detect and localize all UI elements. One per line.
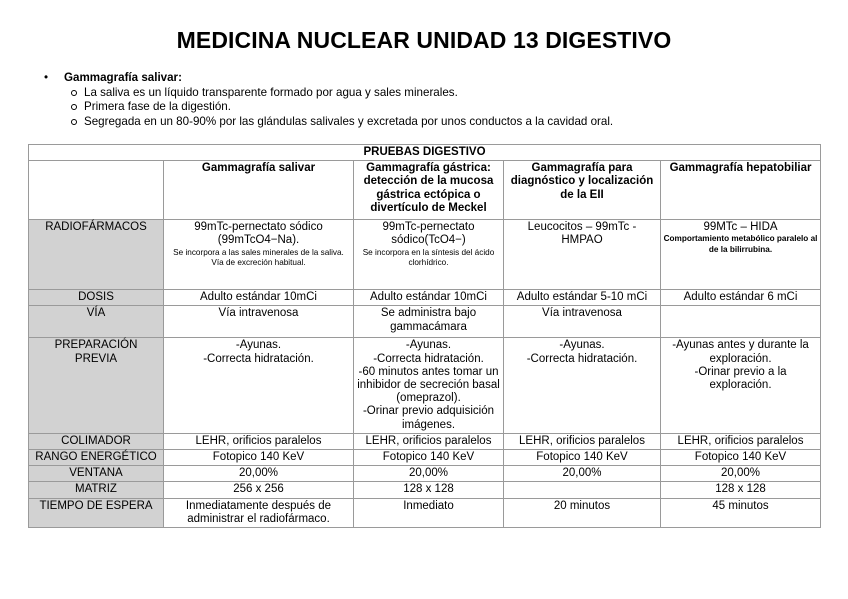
sub-item [70, 86, 613, 101]
row-label: RANGO ENERGÉTICO [29, 450, 164, 466]
table-cell: 20,00% [164, 466, 354, 482]
table-cell: 20,00% [504, 466, 661, 482]
table-cell: LEHR, orificios paralelos [661, 433, 821, 449]
table-cell: Vía intravenosa [504, 306, 661, 338]
intro-section [44, 71, 613, 129]
table-cell: -Ayunas. -Correcta hidratación. [164, 338, 354, 433]
table-cell: 20 minutos [504, 498, 661, 527]
table-cell: 20,00% [661, 466, 821, 482]
column-header: Gammagrafía para diagnóstico y localización de la EII [504, 161, 661, 220]
table-cell: Adulto estándar 5-10 mCi [504, 290, 661, 306]
circle-bullet-icon [71, 104, 77, 110]
table-cell: -Ayunas. -Correcta hidratación. -60 minutos antes tomar un inhibidor de secreción basal (omeprazol). -Orinar previo adquisición imágenes. [354, 338, 504, 433]
table-cell: Fotopico 140 KeV [164, 450, 354, 466]
table-cell [661, 220, 821, 290]
table-cell: Inmediato [354, 498, 504, 527]
row-label: TIEMPO DE ESPERA [29, 498, 164, 527]
pruebas-table [28, 144, 821, 528]
table-cell: -Ayunas. -Correcta hidratación. [504, 338, 661, 433]
row-label: RADIOFÁRMACOS [29, 220, 164, 290]
bullet-label: Gammagrafía salivar: [64, 71, 182, 84]
table-row [29, 338, 821, 433]
row-label: DOSIS [29, 290, 164, 306]
bullet-item [44, 71, 613, 86]
table-cell: 45 minutos [661, 498, 821, 527]
cell-text: 99mTc-pernectato sódico(TcO4−) [382, 221, 475, 247]
table-cell: Adulto estándar 10mCi [354, 290, 504, 306]
table-row [29, 498, 821, 527]
table-caption: PRUEBAS DIGESTIVO [29, 145, 821, 161]
column-header: Gammagrafía gástrica: detección de la mucosa gástrica ectópica o divertículo de Meckel [354, 161, 504, 220]
table-cell: 256 x 256 [164, 482, 354, 498]
table-row [29, 482, 821, 498]
sub-item-text: Primera fase de la digestión. [84, 100, 231, 113]
table-cell: LEHR, orificios paralelos [164, 433, 354, 449]
sub-item-text: La saliva es un líquido transparente formado por agua y sales minerales. [84, 85, 458, 99]
table-row [29, 450, 821, 466]
table-row [29, 290, 821, 306]
table-cell: Adulto estándar 6 mCi [661, 290, 821, 306]
empty-header-cell [29, 161, 164, 220]
table-cell: Fotopico 140 KeV [661, 450, 821, 466]
row-label: COLIMADOR [29, 433, 164, 449]
cell-note: Comportamiento metabólico paralelo al de la bilirrubina. [663, 234, 818, 254]
sub-list [44, 86, 613, 130]
sub-item [70, 100, 613, 115]
cell-note: Vía de excreción habitual. [211, 258, 306, 268]
table-cell: 128 x 128 [661, 482, 821, 498]
column-header: Gammagrafía salivar [164, 161, 354, 220]
table-row [29, 306, 821, 338]
cell-text: 99MTc – HIDA [703, 221, 778, 234]
table-cell: -Ayunas antes y durante la exploración. -Orinar previo a la exploración. [661, 338, 821, 433]
circle-bullet-icon [71, 119, 77, 125]
cell-note: Se incorpora en la síntesis del ácido clorhídrico. [362, 247, 495, 268]
column-header: Gammagrafía hepatobiliar [661, 161, 821, 220]
table-header-row [29, 161, 821, 220]
circle-bullet-icon [71, 90, 77, 96]
table-cell [504, 482, 661, 498]
row-label: MATRIZ [29, 482, 164, 498]
table-cell: Fotopico 140 KeV [354, 450, 504, 466]
table-cell: LEHR, orificios paralelos [504, 433, 661, 449]
table-cell: 128 x 128 [354, 482, 504, 498]
row-label: VÍA [29, 306, 164, 338]
sub-item [70, 115, 613, 130]
table-cell: Se administra bajo gammacámara [354, 306, 504, 338]
cell-text: 99mTc-pernectato sódico (99mTcO4−Na). [194, 221, 323, 247]
bullet-dot-icon: • [44, 71, 49, 84]
row-label: VENTANA [29, 466, 164, 482]
sub-item-text: Segregada en un 80-90% por las glándulas salivales y excretada por unos conductos a la cavidad oral. [84, 114, 614, 128]
row-label: PREPARACIÓN PREVIA [29, 338, 164, 433]
table-cell: Vía intravenosa [164, 306, 354, 338]
table-caption-row [29, 145, 821, 161]
table-cell: 20,00% [354, 466, 504, 482]
table-row [29, 466, 821, 482]
cell-note: Se incorpora a las sales minerales de la saliva. [173, 247, 344, 257]
page-title: MEDICINA NUCLEAR UNIDAD 13 DIGESTIVO [176, 27, 672, 53]
table-cell: Inmediatamente después de administrar el radiofármaco. [164, 498, 354, 527]
table-cell: LEHR, orificios paralelos [354, 433, 504, 449]
table-cell [164, 220, 354, 290]
table-cell: Leucocitos – 99mTc - HMPAO [504, 220, 661, 290]
table-cell [661, 306, 821, 338]
table-cell [354, 220, 504, 290]
table-cell: Fotopico 140 KeV [504, 450, 661, 466]
table-cell: Adulto estándar 10mCi [164, 290, 354, 306]
table-row [29, 433, 821, 449]
table-row [29, 220, 821, 290]
